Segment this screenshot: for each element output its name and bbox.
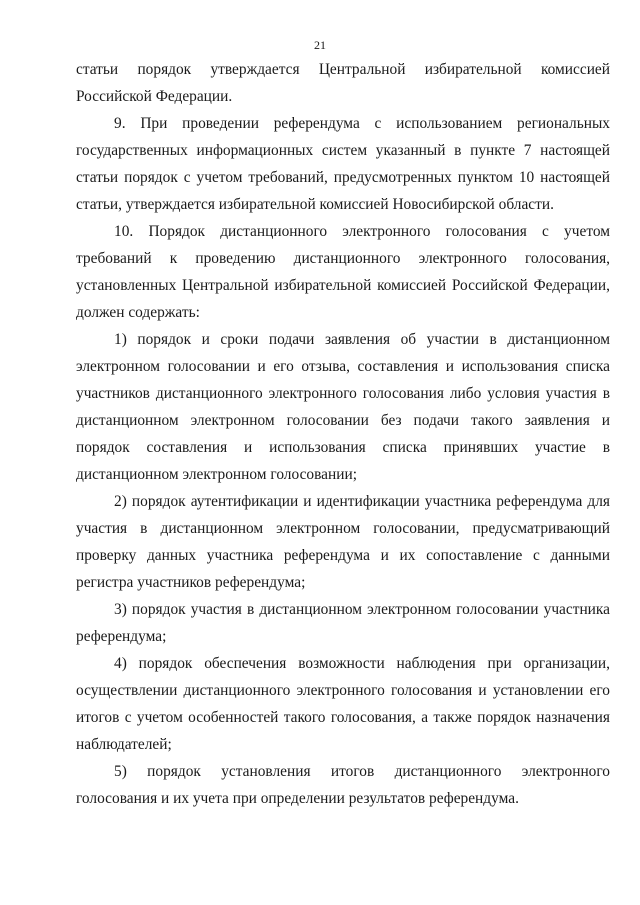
paragraph-continuation: статьи порядок утверждается Центральной избирательной комиссией Российской Федерации. xyxy=(76,61,610,105)
document-body xyxy=(76,56,610,812)
paragraph-item-10: 10. Порядок дистанционного электронного голосования с учетом требований к проведению дистанционного электронного голосования, установленных Центральной избирательной комиссией Российской Федерации, должен содержать: xyxy=(76,223,610,321)
subparagraph-5: 5) порядок установления итогов дистанционного электронного голосования и их учета при определении результатов референдума. xyxy=(76,763,610,807)
subparagraph-1: 1) порядок и сроки подачи заявления об участии в дистанционном электронном голосовании и его отзыва, составления и использования списка участников дистанционного электронного голосования либо условия участия в дистанционном электронном голосовании без подачи такого заявления и порядок составления и использования списка принявших участие в дистанционном электронном голосовании; xyxy=(76,331,610,483)
paragraph-item-9: 9. При проведении референдума с использованием региональных государственных информационных систем указанный в пункте 7 настоящей статьи порядок с учетом требований, предусмотренных пунктом 10 настоящей статьи, утверждается избирательной комиссией Новосибирской области. xyxy=(76,115,610,213)
subparagraph-2: 2) порядок аутентификации и идентификации участника референдума для участия в дистанционном электронном голосовании, предусматривающий проверку данных участника референдума и их сопоставление с данными регистра участников референдума; xyxy=(76,493,610,591)
subparagraph-4: 4) порядок обеспечения возможности наблюдения при организации, осуществлении дистанционного электронного голосования и установлении его итогов с учетом особенностей такого голосования, а также порядок назначения наблюдателей; xyxy=(76,655,610,753)
subparagraph-3: 3) порядок участия в дистанционном электронном голосовании участника референдума; xyxy=(76,601,610,645)
page-number: 21 xyxy=(314,38,326,52)
